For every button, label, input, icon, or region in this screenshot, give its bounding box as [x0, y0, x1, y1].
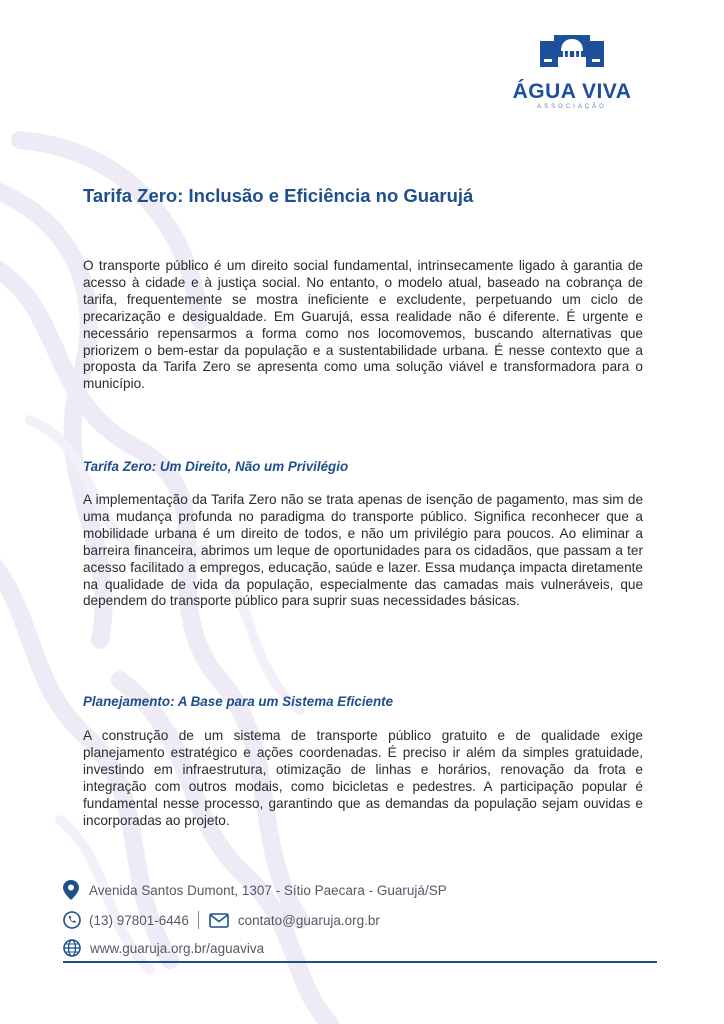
footer-address — [63, 880, 447, 900]
mail-icon — [209, 913, 229, 928]
email-link[interactable]: contato@guaruja.org.br — [237, 912, 380, 928]
location-pin-icon — [63, 880, 79, 900]
jellyfish-logo-icon — [536, 33, 608, 79]
globe-icon — [63, 939, 81, 957]
organization-logo — [507, 33, 637, 125]
intro-paragraph: O transporte público é um direito social fundamental, intrinsecamente ligado à garantia de acesso à cidade e à justiça social. No entanto, o modelo atual, baseado na cobrança de tarifa, frequentemente se mostra ineficiente e excludente, perpetuando um ciclo de precarização e desigualdade. Em Guarujá, essa realidade não é diferente. É urgente e necessário repensarmos a forma como nos locomovemos, buscando alternativas que priorizem o bem-estar da população e a sustentabilidade urbana. É nesse contexto que a proposta da Tarifa Zero se apresenta como uma solução viável e transformadora para o município. — [83, 258, 643, 392]
section-heading-planejamento: Planejamento: A Base para um Sistema Eficiente — [83, 694, 394, 709]
footer-website — [63, 938, 264, 958]
footer-divider — [63, 961, 657, 963]
website-link[interactable]: www.guaruja.org.br/aguaviva — [90, 940, 265, 956]
footer-contacts — [63, 910, 380, 930]
phone-link[interactable]: (13) 97801-6446 — [89, 912, 189, 928]
logo-subtitle: ASSOCIAÇÃO — [537, 104, 607, 110]
document-title: Tarifa Zero: Inclusão e Eficiência no Guarujá — [83, 185, 474, 206]
address-text: Avenida Santos Dumont, 1307 - Sítio Paecara - Guarujá/SP — [89, 882, 447, 898]
section-paragraph-planejamento: A construção de um sistema de transporte público gratuito e de qualidade exige planejamento estratégico e ações coordenadas. É preciso ir além da simples gratuidade, investindo em infraestrutura, otimização de linhas e horários, renovação da frota e integração com outros modais, como bicicletas e pedestres. A participação popular é fundamental nesse processo, garantindo que as demandas da população sejam ouvidas e incorporadas ao projeto. — [83, 728, 643, 828]
section-heading-direito: Tarifa Zero: Um Direito, Não um Privilégio — [83, 459, 349, 474]
section-paragraph-direito: A implementação da Tarifa Zero não se trata apenas de isenção de pagamento, mas sim de uma mudança profunda no paradigma do transporte público. Significa reconhecer que a mobilidade urbana é um direito de todos, e não um privilégio para poucos. Ao eliminar a barreira financeira, abrimos um leque de oportunidades para os cidadãos, que passam a ter acesso facilitado a empregos, educação, saúde e lazer. Essa mudança impacta diretamente na qualidade de vida da população, especialmente das camadas mais vulneráveis, que dependem do transporte público para suprir suas necessidades básicas. — [83, 492, 643, 609]
logo-name: ÁGUA VIVA — [512, 80, 632, 103]
footer-separator — [198, 911, 199, 929]
phone-icon — [63, 911, 81, 929]
